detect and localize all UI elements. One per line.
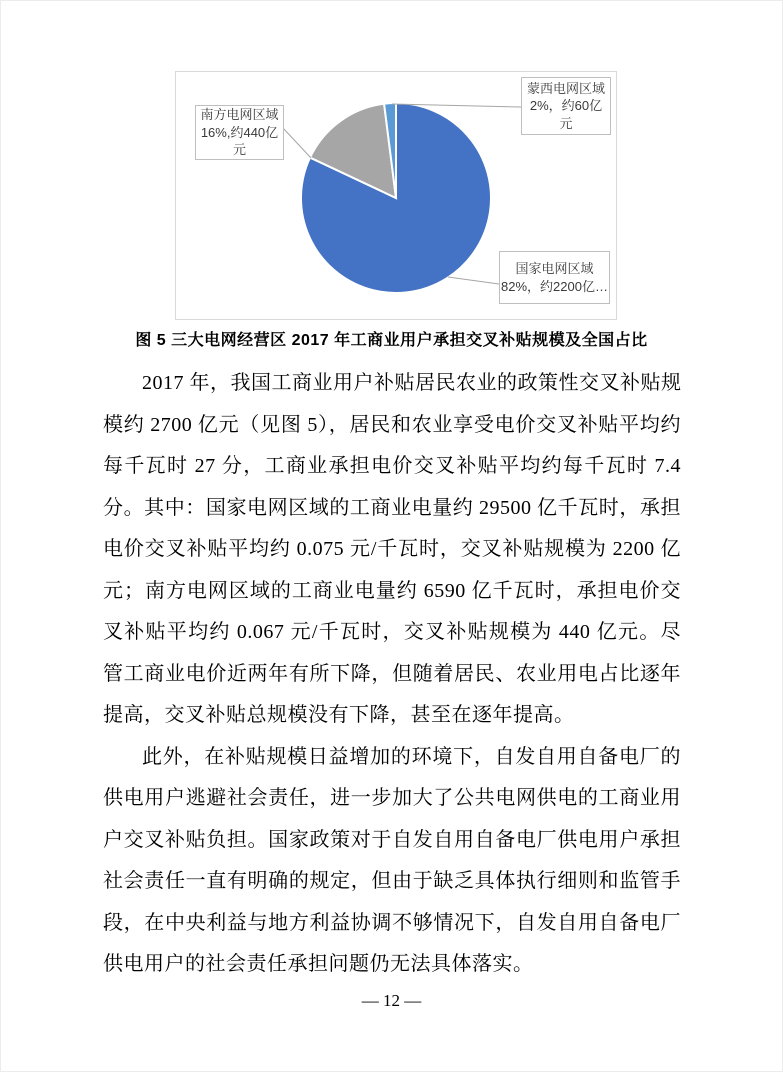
body-text xyxy=(103,363,681,986)
body-text-line: 元；南方电网区域的工商业电量约 6590 亿千瓦时，承担电价交 xyxy=(103,579,681,602)
callout-line: 元 xyxy=(232,142,246,158)
page-number: — 12 — xyxy=(361,991,422,1010)
callout-mengxi-grid xyxy=(521,77,611,135)
leader-line xyxy=(448,277,499,284)
body-text-line: 叉补贴平均约 0.067 元/千瓦时，交叉补贴规模为 440 亿元。尽 xyxy=(103,621,681,643)
body-text-line: 电价交叉补贴平均约 0.075 元/千瓦时，交叉补贴规模为 2200 亿 xyxy=(103,538,681,560)
callout-line: 2%，约60亿 xyxy=(529,98,603,114)
callout-line: 元 xyxy=(559,115,573,131)
callout-line: 南方电网区域 xyxy=(200,107,279,123)
callout-line: 国家电网区域 xyxy=(515,260,594,276)
figure-caption: 图 5 三大电网经营区 2017 年工商业用户承担交叉补贴规模及全国占比 xyxy=(135,332,648,349)
body-text-line: 模约 2700 亿元（见图 5），居民和农业享受电价交叉补贴平均约 xyxy=(103,413,681,436)
callout-line: 82%，约2200亿… xyxy=(501,278,608,294)
body-text-line: 社会责任一直有明确的规定，但由于缺乏具体执行细则和监管手 xyxy=(103,870,681,892)
body-text-line: 此外，在补贴规模日益增加的环境下，自发自用自备电厂的 xyxy=(142,745,681,768)
body-text-line: 每千瓦时 27 分，工商业承担电价交叉补贴平均约每千瓦时 7.4 xyxy=(103,455,681,477)
body-text-line: 户交叉补贴负担。国家政策对于自发自用自备电厂供电用户承担 xyxy=(103,828,681,851)
body-text-line: 提高，交叉补贴总规模没有下降，甚至在逐年提高。 xyxy=(103,704,575,726)
body-text-line: 管工商业电价近两年有所下降，但随着居民、农业用电占比逐年 xyxy=(103,662,681,685)
callout-line: 蒙西电网区域 xyxy=(526,80,605,96)
body-text-line: 供电用户的社会责任承担问题仍无法具体落实。 xyxy=(103,953,534,975)
callout-state-grid xyxy=(499,251,610,304)
body-text-line: 2017 年，我国工商业用户补贴居民农业的政策性交叉补贴规 xyxy=(142,372,682,394)
body-text-line: 分。其中：国家电网区域的工商业电量约 29500 亿千瓦时，承担 xyxy=(103,496,681,519)
callout-line: 16%,约440亿 xyxy=(200,124,279,140)
leader-line xyxy=(283,128,311,158)
body-text-line: 段，在中央利益与地方利益协调不够情况下，自发自用自备电厂 xyxy=(103,911,681,934)
callout-south-grid xyxy=(195,105,284,160)
body-text-line: 供电用户逃避社会责任，进一步加大了公共电网供电的工商业用 xyxy=(103,787,681,809)
figure-chart-frame xyxy=(175,71,617,320)
